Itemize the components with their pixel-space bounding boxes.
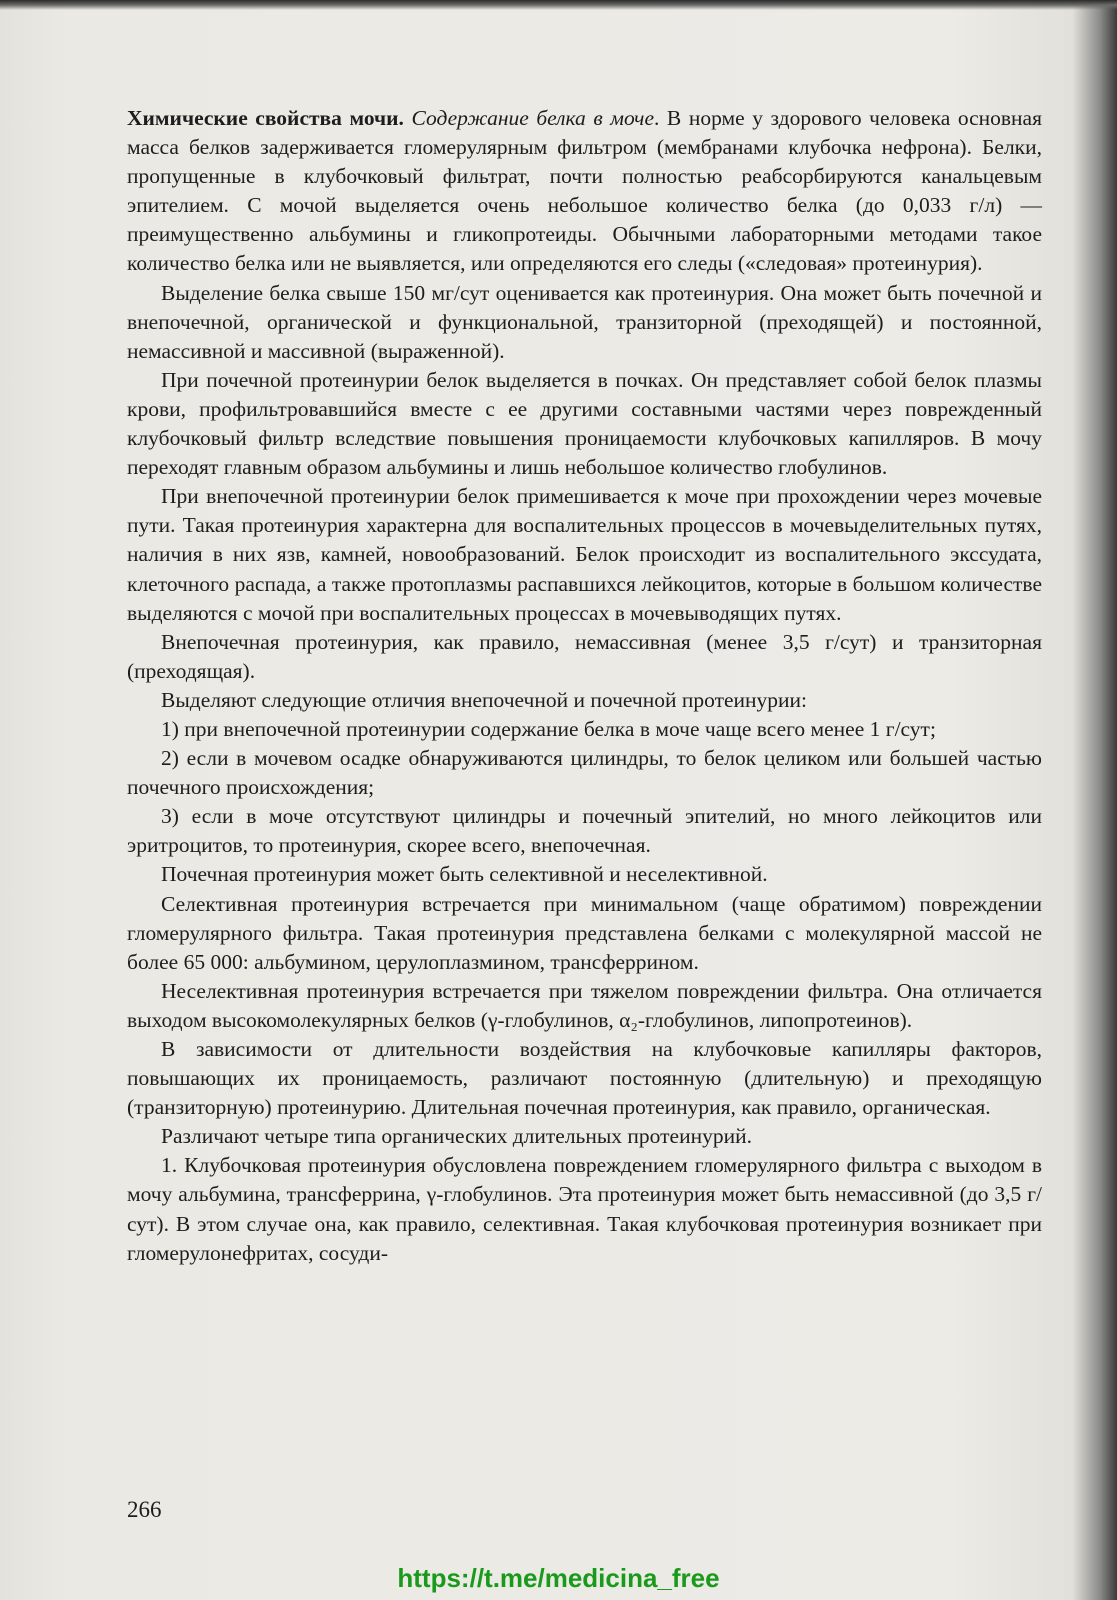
list-item: 1) при внепочечной протеинурии содержание белка в моче чаще всего менее 1 г/сут; xyxy=(161,716,936,741)
paragraph: Выделяют следующие отличия внепочечной и почечной протеинурии: xyxy=(161,687,808,712)
paragraph: Селективная протеинурия встречается при минимальном (чаще обратимом) повреждении гломерулярного фильтра. Такая протеинурия представлена белками с молекулярной массой не более 65 000: альбумином, церулоплазмином, трансферрином. xyxy=(127,891,1042,974)
paragraph: Выделение белка свыше 150 мг/сут оценивается как протеинурия. Она может быть почечной и внепочечной, органической и функциональной, транзиторной (преходящей) и постоянной, немассивной и массивной (выраженной). xyxy=(127,280,1042,363)
paragraph: Неселективная протеинурия встречается при тяжелом повреждении фильтра. Она отличается выходом высокомолекулярных белков (γ-глобулинов, α₂-глобулинов, липопротеинов). xyxy=(127,978,1042,1032)
list-item: 3) если в моче отсутствуют цилиндры и почечный эпителий, но много лейкоцитов или эритроцитов, то протеинурия, скорее всего, внепочечная. xyxy=(127,804,1042,858)
list-item: 2) если в мочевом осадке обнаруживаются цилиндры, то белок целиком или большей частью почечного происхождения; xyxy=(127,746,1042,800)
paragraph: Почечная протеинурия может быть селективной и неселективной. xyxy=(161,862,768,887)
body-text xyxy=(127,104,1042,1268)
section-heading: Химические свойства мочи. xyxy=(127,106,404,130)
paragraph: При внепочечной протеинурии белок примешивается к моче при прохождении через мочевые пути. Такая протеинурия характерна для воспалительных процессов в мочевыделительных путях, наличия в них язв, камней, новообразований. Белок происходит из воспалительного экссудата, клеточного распада, а также протоплазмы распавшихся лейкоцитов, которые в большом количестве выделяются с мочой при воспалительных процессах в мочевыводящих путях. xyxy=(127,484,1042,625)
paragraph-heading xyxy=(127,104,1042,279)
paragraph-text: . В норме у здорового человека основная масса белков задерживается гломерулярным фильтром (мембранами клубочка нефрона). Белки, пропущенные в клубочковый фильтрат, почти полностью реабсорбируются канальцевым эпителием. С мочой выделяется очень небольшое количество белка (до 0,033 г/л) — преимущественно альбумины и гликопротеиды. Обычными лабораторными методами такое количество белка или не выявляется, или определяются его следы («следовая» протеинурия). xyxy=(127,106,1042,276)
paragraph: В зависимости от длительности воздействия на клубочковые капилляры факторов, повышающих их проницаемость, различают постоянную (длительную) и преходящую (транзиторную) протеинурию. Длительная почечная протеинурия, как правило, органическая. xyxy=(127,1037,1042,1120)
footer-link[interactable]: https://t.me/medicina_free xyxy=(397,1563,720,1593)
subsection-heading: Содержание белка в моче xyxy=(411,106,654,130)
paragraph: Различают четыре типа органических длительных протеинурий. xyxy=(161,1124,752,1149)
page-number: 266 xyxy=(127,1497,162,1522)
paragraph: 1. Клубочковая протеинурия обусловлена повреждением гломерулярного фильтра с выходом в мочу альбумина, трансферрина, γ-глобулинов. Эта протеинурия может быть немассивной (до 3,5 г/сут). В этом случае она, как правило, селективная. Такая клубочковая протеинурия возникает при гломерулонефритах, сосуди- xyxy=(127,1153,1042,1265)
paragraph: При почечной протеинурии белок выделяется в почках. Он представляет собой белок плазмы крови, профильтровавшийся вместе с ее другими составными частями через поврежденный клубочковый фильтр вследствие повышения проницаемости клубочковых капилляров. В мочу переходят главным образом альбумины и лишь небольшое количество глобулинов. xyxy=(127,367,1042,480)
paragraph: Внепочечная протеинурия, как правило, немассивная (менее 3,5 г/сут) и транзиторная (преходящая). xyxy=(127,629,1042,683)
page-top-edge-shadow xyxy=(0,0,1117,10)
